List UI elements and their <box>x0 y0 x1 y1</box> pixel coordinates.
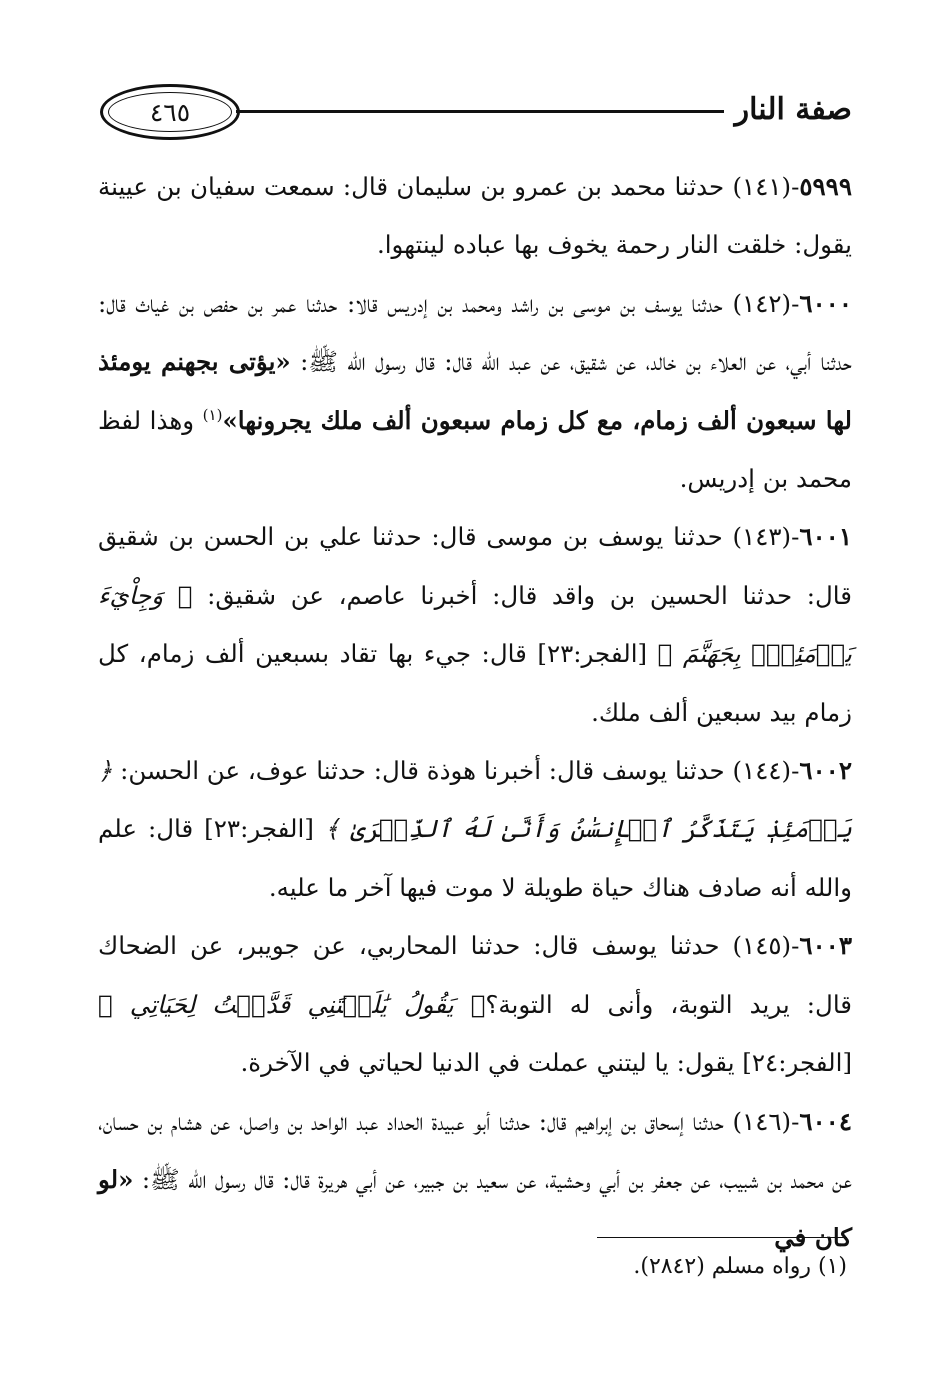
hadith-text: -(١٤٢) حدثنا يوسف بن موسى بن راشد ومحمد بن إدريس قالا: حدثنا عمر بن حفص بن غياث قال: حدثنا أبي، عن العلاء بن خالد، عن شقيق، عن عبد الله قال: قال رسول الله ﷺ: <box>98 288 852 377</box>
running-title: صفة النار <box>734 92 852 127</box>
footnote-marker: (١) <box>202 405 223 424</box>
hadith-text: -(١٤٥) حدثنا يوسف قال: حدثنا المحاربي، عن جويبر، عن الضحاك قال: يريد التوبة، وأنى له التوبة؟ <box>98 931 852 1019</box>
page-number: ٤٦٥ <box>108 92 232 132</box>
hadith-paragraph <box>98 1093 852 1268</box>
hadith-number: ٦٠٠١ <box>799 522 852 552</box>
hadith-text: -(١٤١) حدثنا محمد بن عمرو بن سليمان قال: سمعت سفيان بن عيينة يقول: خلقت النار رحمة يخوف بها عباده لينتهوا. <box>98 172 852 260</box>
hadith-text-end: وهذا لفظ محمد بن إدريس. <box>98 405 852 494</box>
hadith-paragraph <box>98 742 852 917</box>
hadith-text-end: [الفجر:٢٣] قال: علم والله أنه صادف هناك حياة طويلة لا موت فيها آخر ما عليه. <box>98 814 852 902</box>
hadith-number: ٦٠٠٠ <box>799 288 852 318</box>
hadith-paragraph <box>98 917 852 1092</box>
hadith-paragraph <box>98 275 852 509</box>
footnote-separator <box>597 1237 847 1238</box>
prophetic-quote: «لو كان في <box>98 1164 852 1253</box>
main-text <box>98 158 852 1268</box>
hadith-number: ٦٠٠٣ <box>799 931 852 961</box>
page-number-frame <box>100 84 240 140</box>
page-header <box>100 84 852 144</box>
quran-verse: ﴿ يَوۡمَئِذٖ يَتَذَكَّرُ ٱلۡإِنسَٰنُ وَأَنَّىٰ لَهُ ٱلذِّكۡرَىٰ ﴾ <box>98 756 852 844</box>
footnote: (١) رواه مسلم (٢٨٤٢). <box>633 1254 847 1279</box>
header-rule <box>236 110 724 113</box>
hadith-number: ٥٩٩٩ <box>799 172 852 201</box>
hadith-text-end: [الفجر:٢٣] قال: جيء بها تقاد بسبعين ألف زمام، كل زمام بيد سبعين ألف ملك. <box>98 639 852 727</box>
quran-verse: ﴿ يَقُولُ يَٰلَيۡتَنِي قَدَّمۡتُ لِحَيَاتِي ﴾ <box>98 989 486 1019</box>
hadith-paragraph <box>98 158 852 275</box>
hadith-number: ٦٠٠٤ <box>799 1106 852 1136</box>
hadith-text: -(١٤٣) حدثنا يوسف بن موسى قال: حدثنا علي بن الحسن بن شقيق قال: حدثنا الحسين بن واقد قال: أخبرنا عاصم، عن شقيق: <box>98 522 852 610</box>
hadith-text-end: [الفجر:٢٤] يقول: يا ليتني عملت في الدنيا لحياتي في الآخرة. <box>240 1048 852 1078</box>
quran-verse: ﴿ وَجِاْيٓءَ يَوۡمَئِذِۭ بِجَهَنَّمَ ﴾ <box>98 580 852 669</box>
hadith-text: -(١٤٦) حدثنا إسحاق بن إبراهيم قال: حدثنا أبو عبيدة الحداد عبد الواحد بن واصل، عن هشام بن حسان، عن محمد بن شبيب، عن جعفر بن أبي وحشية، عن سعيد بن جبير، عن أبي هريرة قال: قال رسول الله ﷺ: <box>98 1106 852 1194</box>
hadith-number: ٦٠٠٢ <box>799 756 852 786</box>
prophetic-quote: «يؤتى بجهنم يومئذ لها سبعون ألف زمام، مع كل زمام سبعون ألف ملك يجرونها» <box>98 347 852 435</box>
hadith-paragraph <box>98 508 852 742</box>
hadith-text: -(١٤٤) حدثنا يوسف قال: أخبرنا هوذة قال: حدثنا عوف، عن الحسن: <box>112 756 800 786</box>
